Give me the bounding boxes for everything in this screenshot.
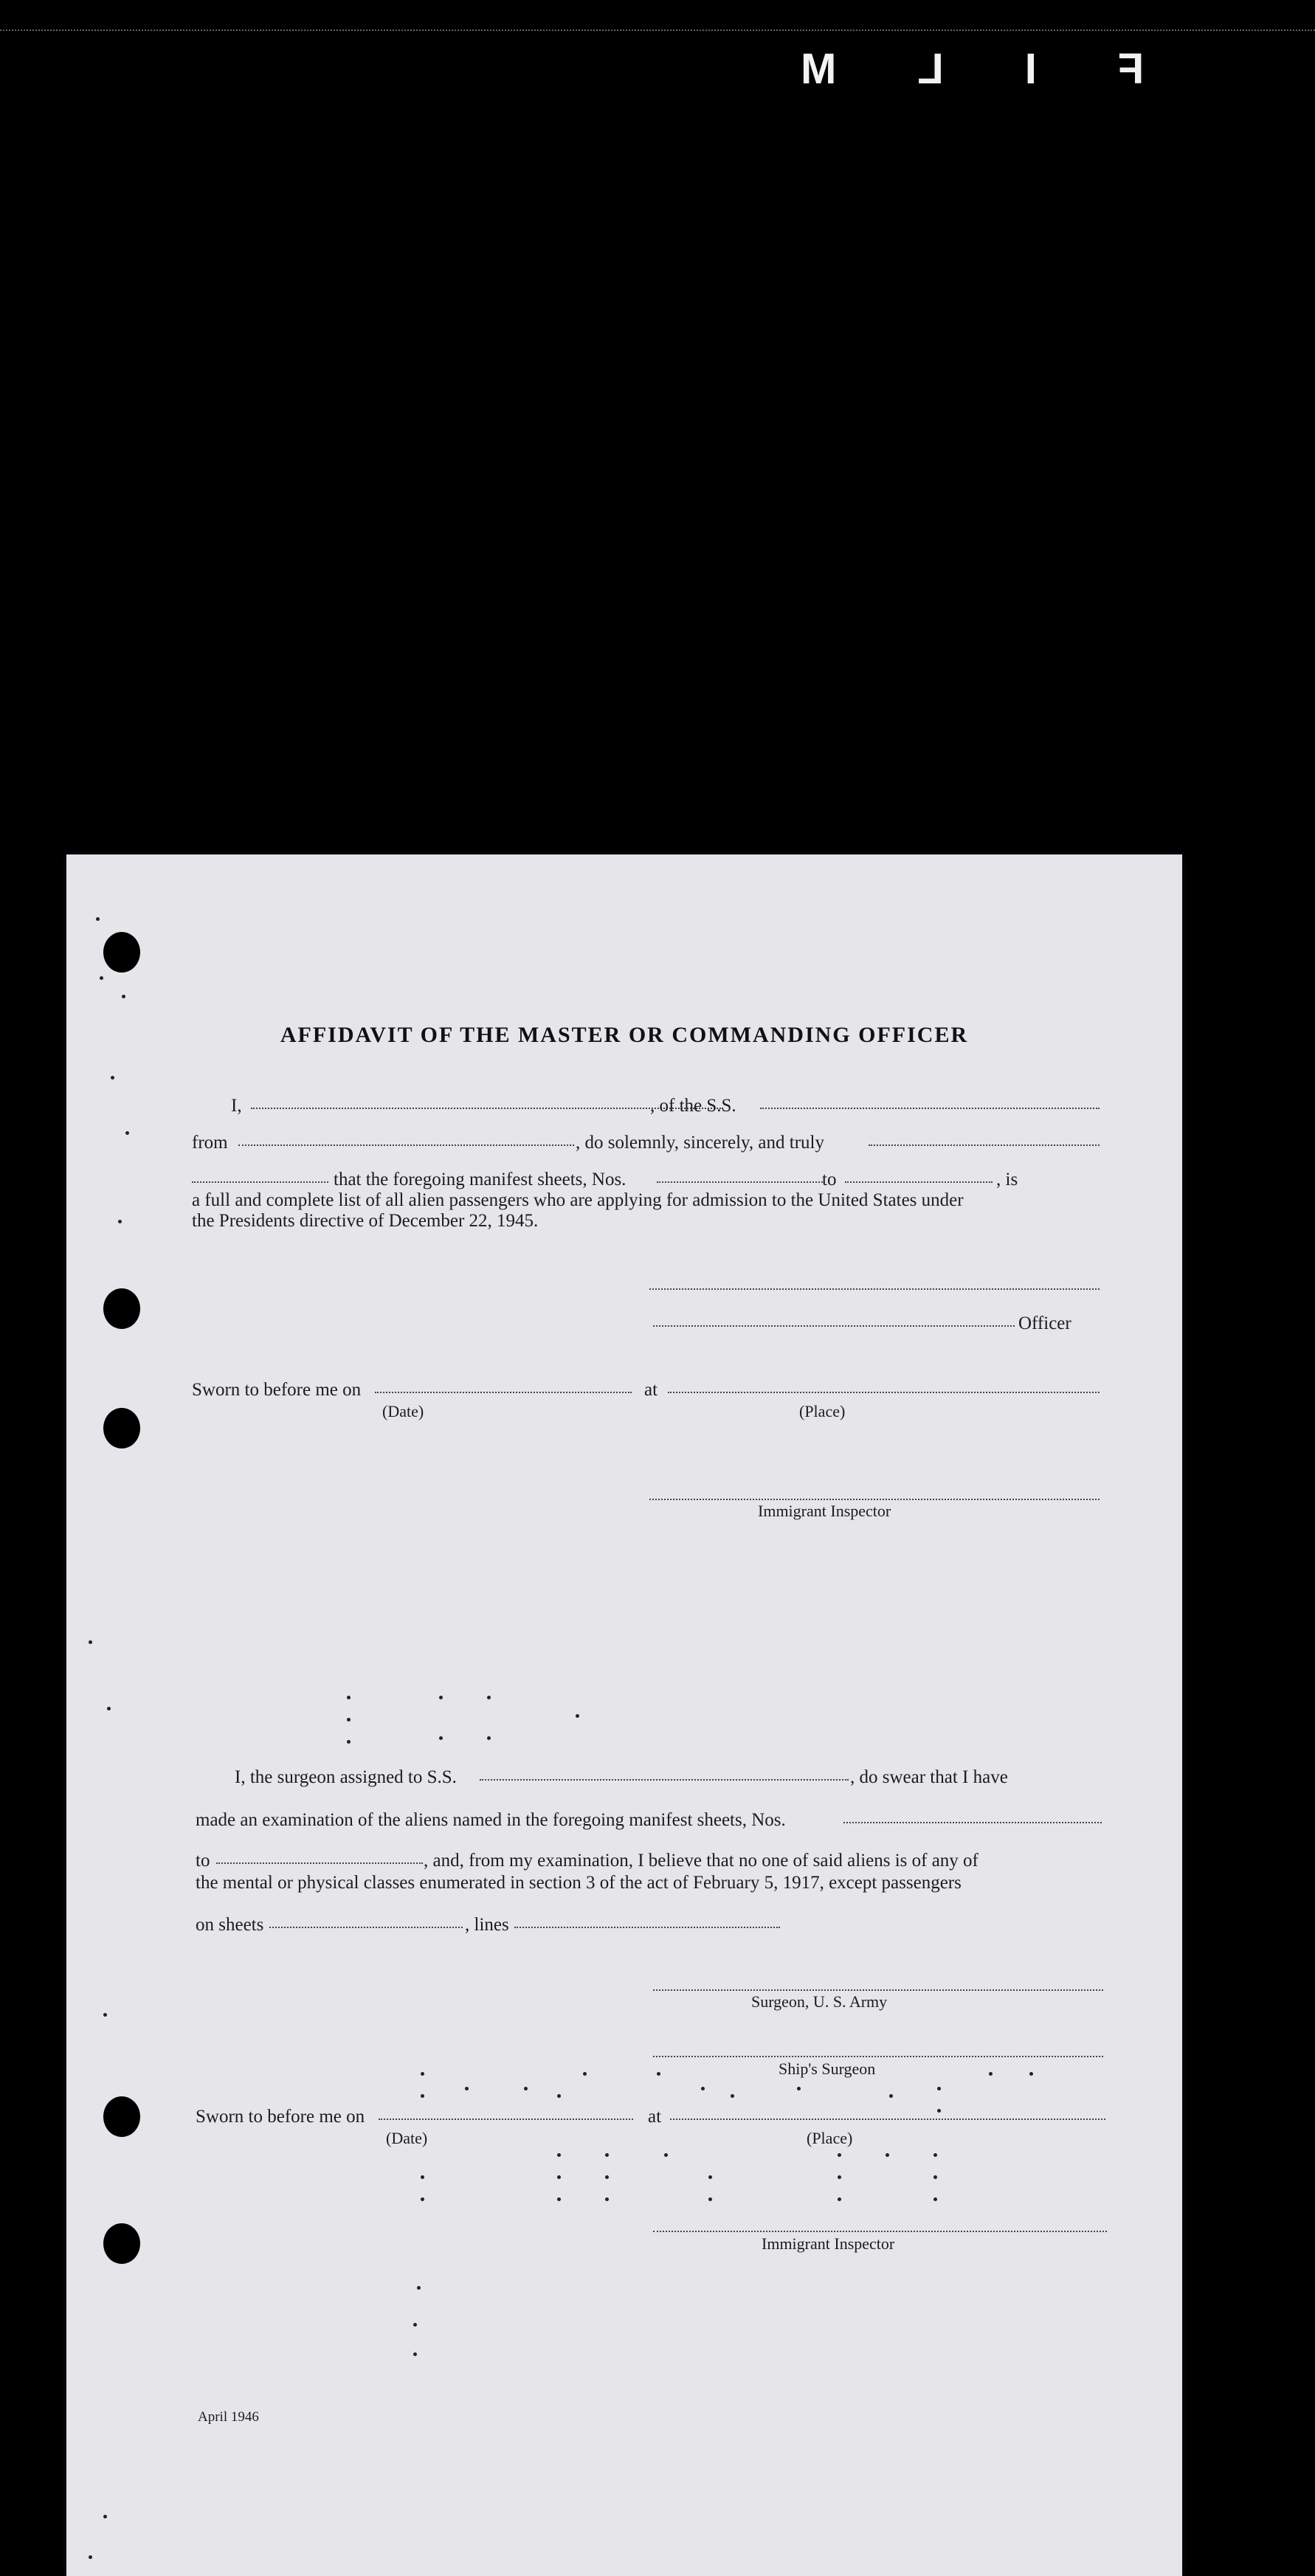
master-signature-line[interactable] xyxy=(649,1286,1100,1290)
surgeon-army-label: Surgeon, U. S. Army xyxy=(751,1992,888,2011)
master-inspector-signature-line[interactable] xyxy=(649,1496,1100,1500)
speck xyxy=(118,1220,122,1223)
master-line3-to: to xyxy=(822,1170,837,1189)
surgeon-sworn-at: at xyxy=(648,2107,662,2127)
speck xyxy=(731,2094,734,2098)
exception-sheets-field[interactable] xyxy=(269,1924,463,1928)
army-surgeon-signature-line[interactable] xyxy=(653,1987,1103,1991)
speck xyxy=(103,2515,107,2518)
speck xyxy=(583,2072,587,2076)
speck xyxy=(417,2286,421,2290)
speck xyxy=(122,995,125,998)
speck xyxy=(107,1707,111,1710)
speck xyxy=(557,2153,561,2157)
surgeon-line4: the mental or physical classes enumerated in section 3 of the act of February 5, 1917, except passengers xyxy=(196,1873,962,1893)
speck xyxy=(439,1736,443,1740)
speck xyxy=(605,2197,609,2201)
speck xyxy=(413,2323,417,2327)
speck xyxy=(89,2555,92,2559)
speck xyxy=(1029,2072,1033,2076)
speck xyxy=(524,2087,528,2090)
master-line3-end: , is xyxy=(996,1170,1018,1189)
punch-hole xyxy=(103,1288,140,1329)
speck xyxy=(125,1131,129,1135)
surgeon-inspector-label: Immigrant Inspector xyxy=(762,2234,895,2253)
surgeon-sworn-date-field[interactable] xyxy=(379,2116,633,2120)
speck xyxy=(937,2087,941,2090)
speck xyxy=(605,2175,609,2179)
officer-signature-line[interactable] xyxy=(653,1323,1015,1327)
speck xyxy=(657,2072,660,2076)
master-line3-mid: that the foregoing manifest sheets, Nos. xyxy=(334,1170,627,1189)
ship-name-field[interactable] xyxy=(760,1105,1100,1109)
departure-port-field[interactable] xyxy=(238,1142,574,1146)
speck xyxy=(347,1718,351,1722)
master-inspector-label: Immigrant Inspector xyxy=(758,1502,891,1520)
speck xyxy=(933,2197,937,2201)
speck xyxy=(421,2094,424,2098)
exception-lines-field[interactable] xyxy=(514,1924,780,1928)
form-title: AFFIDAVIT OF THE MASTER OR COMMANDING OFFICER xyxy=(280,1023,969,1047)
master-place-label: (Place) xyxy=(799,1402,846,1420)
ship-surgeon-signature-line[interactable] xyxy=(653,2054,1103,2057)
speck xyxy=(96,917,100,921)
oath-continuation-field[interactable] xyxy=(192,1179,328,1183)
speck xyxy=(989,2072,993,2076)
film-header-strip xyxy=(0,0,1315,93)
speck xyxy=(421,2072,424,2076)
master-sworn-place-field[interactable] xyxy=(668,1389,1100,1393)
surgeon-line2: made an examination of the aliens named in the foregoing manifest sheets, Nos. xyxy=(196,1810,786,1830)
film-perforation-row xyxy=(0,30,1315,38)
punch-hole xyxy=(103,932,140,973)
film-header-text: FILM xyxy=(719,45,1145,93)
speck xyxy=(797,2087,801,2090)
surgeon-line5-mid: , lines xyxy=(465,1915,509,1935)
speck xyxy=(937,2109,941,2113)
speck xyxy=(557,2094,561,2098)
master-line1-mid: , of the S.S. xyxy=(650,1096,736,1116)
speck xyxy=(439,1696,443,1699)
surgeon-sworn-prefix: Sworn to before me on xyxy=(196,2107,365,2127)
officer-label: Officer xyxy=(1018,1313,1071,1333)
speck xyxy=(664,2153,668,2157)
speck xyxy=(111,1076,114,1080)
speck xyxy=(933,2153,937,2157)
speck xyxy=(487,1696,491,1699)
speck xyxy=(421,2175,424,2179)
surgeon-place-label: (Place) xyxy=(807,2129,853,2147)
master-line2-prefix: from xyxy=(192,1133,228,1153)
speck xyxy=(421,2197,424,2201)
speck xyxy=(576,1714,579,1718)
punch-hole xyxy=(103,2223,140,2264)
ship-surgeon-label: Ship's Surgeon xyxy=(779,2059,876,2078)
sheets-from-field[interactable] xyxy=(657,1179,823,1183)
speck xyxy=(708,2197,712,2201)
form-revision-date: April 1946 xyxy=(198,2409,259,2425)
surgeon-line1-prefix: I, the surgeon assigned to S.S. xyxy=(235,1767,457,1787)
speck xyxy=(838,2197,841,2201)
speck xyxy=(889,2094,893,2098)
master-date-label: (Date) xyxy=(382,1402,424,1420)
master-sworn-at: at xyxy=(644,1380,658,1400)
surgeon-sheets-to-field[interactable] xyxy=(216,1860,423,1864)
master-line5: the Presidents directive of December 22, 1945. xyxy=(192,1211,539,1231)
speck xyxy=(933,2175,937,2179)
speck xyxy=(708,2175,712,2179)
master-line1-prefix: I, xyxy=(231,1096,242,1116)
speck xyxy=(413,2352,417,2356)
speck xyxy=(557,2175,561,2179)
surgeon-date-label: (Date) xyxy=(386,2129,428,2147)
surgeon-line5-prefix: on sheets xyxy=(196,1915,264,1935)
speck xyxy=(103,2013,107,2017)
punch-hole xyxy=(103,1408,140,1448)
surgeon-line1-end: , do swear that I have xyxy=(850,1767,1008,1787)
master-line4: a full and complete list of all alien passengers who are applying for admission to the United States under xyxy=(192,1190,964,1210)
speck xyxy=(886,2153,889,2157)
sheets-to-field[interactable] xyxy=(845,1179,993,1183)
surgeon-sheets-field[interactable] xyxy=(843,1820,1102,1823)
affidavit-form-page xyxy=(66,854,1182,2576)
speck xyxy=(605,2153,609,2157)
speck xyxy=(701,2087,705,2090)
master-line2-mid: , do solemnly, sincerely, and truly xyxy=(576,1133,824,1153)
punch-hole xyxy=(103,2096,140,2137)
speck xyxy=(89,1640,92,1644)
master-sworn-date-field[interactable] xyxy=(375,1389,632,1393)
speck xyxy=(557,2197,561,2201)
surgeon-inspector-signature-line[interactable] xyxy=(653,2228,1107,2232)
surgeon-line3-end: , and, from my examination, I believe that no one of said aliens is of any of xyxy=(424,1851,979,1871)
speck xyxy=(100,976,103,980)
surgeon-sworn-place-field[interactable] xyxy=(670,2116,1105,2120)
master-sworn-prefix: Sworn to before me on xyxy=(192,1380,362,1400)
speck xyxy=(465,2087,469,2090)
speck xyxy=(487,1736,491,1740)
surgeon-line3-prefix: to xyxy=(196,1851,210,1871)
surgeon-ship-field[interactable] xyxy=(480,1777,849,1781)
speck xyxy=(838,2153,841,2157)
speck xyxy=(347,1696,351,1699)
speck xyxy=(838,2175,841,2179)
speck xyxy=(347,1740,351,1744)
oath-word-field[interactable] xyxy=(869,1142,1100,1146)
